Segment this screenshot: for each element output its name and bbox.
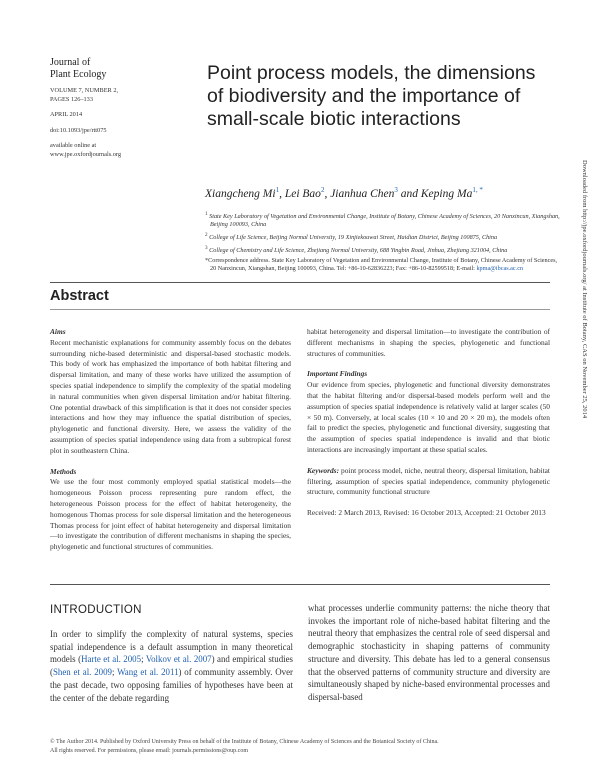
divider <box>50 309 550 310</box>
article-title: Point process models, the dimensions of biodiversity and the importance of small-scale biotic interactions <box>207 62 536 130</box>
author-name: Xiangcheng Mi <box>205 187 276 200</box>
abstract-left-column <box>50 327 291 552</box>
download-watermark: Downloaded from http://jpe.oxfordjournals.org/ at Institute of Botany, CAS on November 25, 2014 <box>581 160 588 419</box>
introduction-right-column: what processes underlie community patterns: the niche theory that invokes the important role of niche-based habitat filtering and the neutral theory that emphasizes the central role of seed dispersal and demographic stochasticity in shaping patterns of community structure and diversity. This debate has led to a general consensus that the observed patterns of community structure and diversity are simultaneously shaped by niche-based environmental processes and dispersal-based <box>308 603 550 702</box>
aims-heading: Aims <box>50 327 66 336</box>
methods-heading: Methods <box>50 466 77 476</box>
methods-text: We use the four most commonly employed spatial statistical models—the homogeneous Poisson process representing pure random effect, the heterogeneous Poisson process for the effect of habitat heterogeneity, the homogenous Thomas process for sole dispersal limitation and the heterogeneous Thomas process for joint effect of habitat heterogeneity and dispersal limitation—to investigate the contribution of different mechanisms in shaping the species, phylogenetic and functional structures of communities. <box>50 477 291 552</box>
author-affil-ref[interactable]: 3 <box>394 186 398 194</box>
correspondence-address: *Correspondence address. State Key Laboratory of Vegetation and Environmental Change, Institute of Botany, Chinese Academy of Sciences, 20 Nanxincun, Xiangshan, Beijing 100093, China. Tel: +86-10-62836223; Fax: +86-10-82599518; E-mail: kpma@ibcas.ac.cn <box>205 256 558 273</box>
corresponding-email-link[interactable]: kpma@ibcas.ac.cn <box>476 265 524 273</box>
citation-link[interactable]: Volkov et al. 2007 <box>145 654 212 665</box>
author-name: Keping Ma <box>420 187 473 200</box>
author-name: Lei Bao <box>284 187 321 200</box>
author-list: Xiangcheng Mi$^1$, Lei Bao$^2$, Jianhua Chen$^3$ and Keping $Ma^{1, *}$ <box>205 186 483 200</box>
abstract-heading: Abstract <box>50 288 109 304</box>
journal-url[interactable]: www.jpe.oxfordjournals.org <box>50 150 122 158</box>
introduction-left-column: In order to simplify the complexity of natural systems, species spatial independence is a default assumption in many theoretical models (Harte et al. 2005; Volkov et al. 2007) and empirical studies (Shen et al. 2009; Wang et al. 2011) of community assembly. Over the past decade, two opposing families of hypotheses have been at the center of the debate regarding <box>50 629 293 703</box>
keywords: Keywords: point process model, niche, neutral theory, dispersal limitation, habitat filtering, assumption of species spatial independence, community phylogenetic structure, community functional structure <box>307 465 550 497</box>
journal-name: Journal of Plant Ecology <box>50 57 107 80</box>
citation-link[interactable]: Wang et al. 2011 <box>117 667 179 678</box>
issue-date: APRIL 2014 <box>50 111 83 119</box>
citation-link[interactable]: Shen et al. 2009 <box>52 667 112 678</box>
affiliation: $^1$ State Key Laboratory of Vegetation and Environmental Change, Institute of Botany, Chinese Academy of Sciences, 20 Nanxincun, Xiangshan, Beijing 100093, China <box>205 211 560 229</box>
citation-link[interactable]: Harte et al. 2005 <box>81 654 142 665</box>
aims-text: Recent mechanistic explanations for community assembly focus on the debates surrounding niche-based deterministic and dispersal-based stochastic models. This body of work has emphasized the importance of both habitat filtering and dispersal limitation, and many of these works have utilized the assumption of species spatial independence to simplify the complexity of the spatial modeling in natural communities when given dispersal limitation and/or habitat filtering. One potential drawback of this simplification is that it does not consider species interactions and how they may influence the spatial distribution of species, phylogenetic and functional diversity. Here, we assess the validity of the assumption of species spatial independence using data from a subtropical forest plot in southeastern China. <box>50 337 291 455</box>
received-dates: Received: 2 March 2013, Revised: 16 October 2013, Accepted: 21 October 2013 <box>307 508 546 518</box>
abstract-right-column <box>307 327 550 519</box>
author-affil-ref[interactable]: 1, * <box>472 186 483 194</box>
keywords-label: Keywords: <box>307 465 340 475</box>
methods-text-continued: habitat heterogeneity and dispersal limitation—to investigate the contribution of different mechanisms in shaping the species, phylogenetic and functional structures of communities. <box>307 327 550 358</box>
author-name: Jianhua Chen <box>330 187 395 200</box>
author-affil-ref[interactable]: 1 <box>275 186 280 194</box>
affiliation: $^3$ College of Chemistry and Life Science, Zhejiang Normal University, 688 Yingbin Road, Jinhua, Zhejiang 321004, China <box>205 245 508 255</box>
journal-info <box>50 57 150 167</box>
affiliation: $^2$ College of Life Science, Beijing Normal University, 19 Xinjiekouwai Street, Haidian District, Beijing 100875, China <box>205 232 498 242</box>
divider <box>50 584 550 585</box>
author-affil-ref[interactable]: 2 <box>320 186 325 194</box>
copyright-footer: © The Author 2014. Published by Oxford University Press on behalf of the Institute of Botany, Chinese Academy of Sciences and the Botanical Society of China. All rights reserved. For permissions, please email: journals.permissions@oup.com <box>50 739 439 754</box>
doi: doi:10.1093/jpe/rtt075 <box>50 126 107 134</box>
affiliations <box>205 210 560 275</box>
volume-info: VOLUME 7, NUMBER 2, PAGES 126–133 <box>50 87 119 103</box>
findings-heading: Important Findings <box>307 369 368 379</box>
findings-text: Our evidence from species, phylogenetic and functional diversity demonstrates that the habitat filtering and/or dispersal-based models perform well and the assumption of species spatial independence is relatively valid at larger scales (50 × 50 m). Conversely, at local scales (10 × 10 and 20 × 20 m), the models often fail to predict the species, phylogenetic and functional diversity, suggesting that the assumption of species spatial independence is invalid and that biotic interactions are increasingly important at these spatial scales. <box>307 380 550 454</box>
online-availability: available online at www.jpe.oxfordjournals.org <box>50 142 150 159</box>
divider <box>50 282 550 283</box>
introduction-heading: INTRODUCTION <box>50 604 142 616</box>
